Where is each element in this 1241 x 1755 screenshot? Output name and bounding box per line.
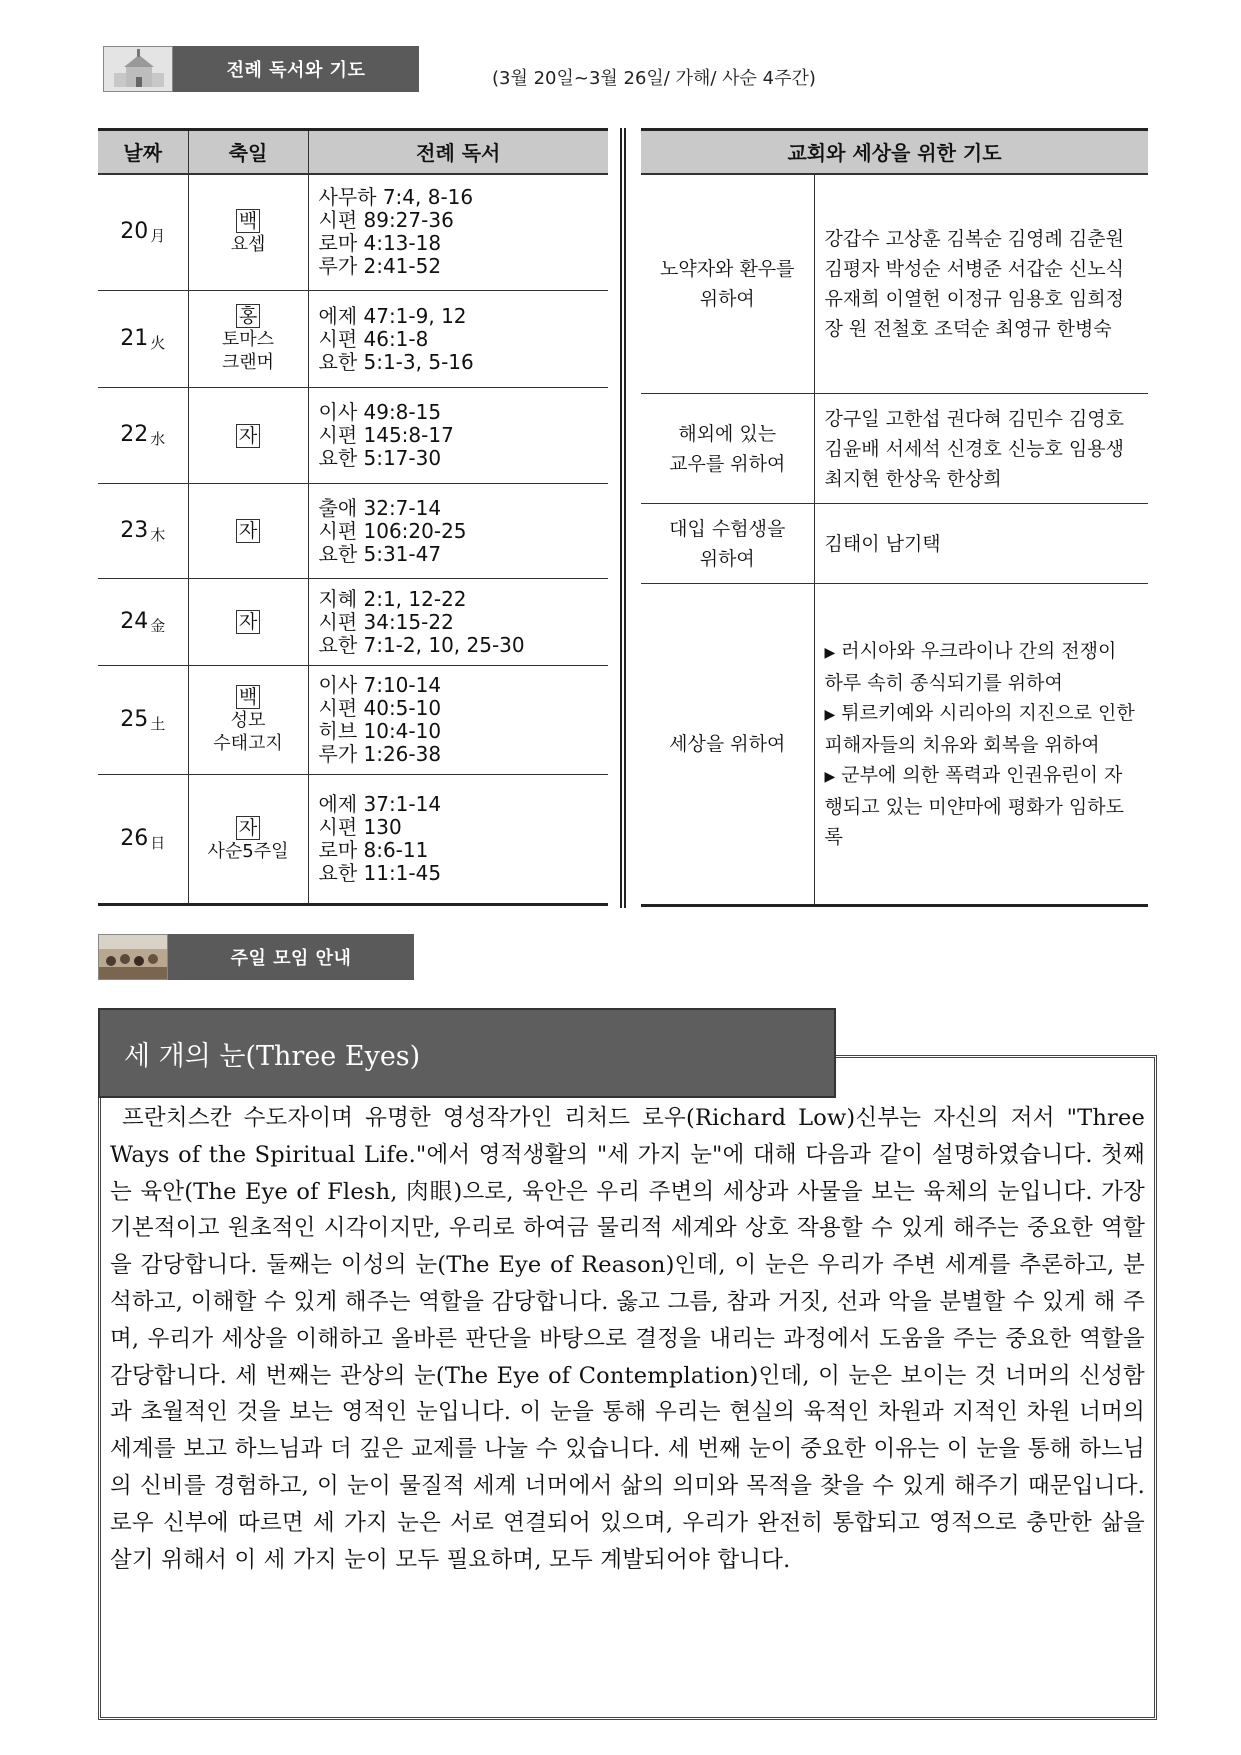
prayer-row [641,394,1148,504]
feast-name: 크랜머 [221,352,275,373]
prayer-names [814,394,1148,504]
readings-cell [308,484,608,579]
section-title: 전례 독서와 기도 [226,60,366,81]
prayer-intention [825,698,1141,760]
category-line: 세상을 위하여 [669,733,786,755]
reading-line: 요한 5:17-30 [318,446,442,470]
prayer-names [814,504,1148,584]
reading-line: 루가 1:26-38 [318,742,442,766]
liturgical-color-badge: 백 [236,209,260,233]
feast-name: 토마스 [221,329,275,350]
prayer-category [641,584,814,906]
reading-row [98,291,608,388]
feast-cell [188,174,308,291]
date-cell [98,579,188,666]
date-cell [98,484,188,579]
day-number: 21 [120,325,149,351]
prayer-intention [825,636,1141,698]
reading-line: 시편 89:27-36 [318,208,454,233]
readings-cell [308,666,608,775]
prayer-category [641,394,814,504]
date-header: 날짜 [98,130,188,174]
sunday-section-header [98,934,414,980]
prayer-header: 교회와 세상을 위한 기도 [641,130,1148,174]
liturgical-color-badge: 자 [236,610,260,634]
date-cell [98,174,188,291]
name-line: 강갑수 고상훈 김복순 김영례 김춘원 [824,227,1124,250]
reading-line: 지혜 2:1, 12-22 [318,586,467,611]
day-number: 20 [120,218,149,244]
name-line: 최지현 한상욱 한상희 [824,467,1002,490]
weekday: 木 [150,525,166,544]
triangle-bullet-icon: ▶ [824,769,836,785]
readings-header-row [98,130,608,174]
date-cell [98,388,188,484]
triangle-bullet-icon: ▶ [824,645,836,661]
feast-name: 수태고지 [213,733,283,754]
name-line: 김윤배 서세석 신경호 신능호 임용생 [824,437,1124,460]
column-divider [620,128,626,908]
reading-line: 시편 130 [318,815,402,839]
reading-row [98,666,608,775]
day-number: 22 [120,422,149,447]
name-line: 김태이 남기택 [824,532,941,555]
reading-line: 출애 32:7-14 [318,495,442,520]
feast-cell [188,666,308,775]
reading-line: 시편 34:15-22 [318,609,454,634]
prayer-header-row [641,130,1148,174]
reading-row [98,775,608,905]
reading-line: 요한 11:1-45 [318,861,442,885]
liturgical-color-badge: 백 [236,685,260,709]
readings-cell [308,579,608,666]
reading-line: 히브 10:4-10 [318,719,442,743]
church-thumbnail-image [103,46,173,92]
feast-cell [188,775,308,905]
weekday: 日 [150,833,166,852]
prayer-category [641,174,814,394]
reading-line: 루가 2:41-52 [318,254,442,279]
reading-line: 에제 47:1-9, 12 [318,303,467,328]
section-title: 주일 모임 안내 [230,948,352,969]
intention-text: 군부에 의한 폭력과 인권유린이 자행되고 있는 미얀마에 평화가 임하도록 [824,764,1124,848]
liturgical-color-badge: 자 [236,519,260,543]
prayer-category [641,504,814,584]
reading-line: 시편 145:8-17 [318,423,454,447]
reading-line: 로마 8:6-11 [318,838,429,862]
readings-cell [308,775,608,905]
feast-cell [188,388,308,484]
liturgical-color-badge: 자 [236,816,260,840]
date-cell [98,291,188,388]
week-subtitle: (3월 20일~3월 26일/ 가해/ 사순 4주간) [492,68,816,89]
gathering-thumbnail-image [98,934,168,980]
reading-line: 시편 40:5-10 [318,696,442,720]
essay-title: 세 개의 눈(Three Eyes) [124,1040,421,1072]
category-line: 노약자와 환우를 [659,257,795,280]
reading-line: 이사 49:8-15 [318,400,442,424]
intention-text: 러시아와 우크라이나 간의 전쟁이 하루 속히 종식되기를 위하여 [824,640,1117,694]
readings-cell [308,388,608,484]
prayer-names [814,584,1148,906]
category-line: 위하여 [699,547,755,570]
prayer-table [641,128,1148,907]
reading-line: 요한 5:31-47 [318,541,442,566]
weekday: 月 [150,226,166,245]
feast-cell [188,579,308,666]
reading-line: 시편 46:1-8 [318,326,429,351]
readings-cell [308,291,608,388]
feast-name: 성모 [230,710,266,731]
category-line: 대입 수험생을 [669,517,786,540]
feast-name: 요셉 [230,233,266,255]
readings-cell [308,174,608,291]
triangle-bullet-icon: ▶ [824,707,836,723]
readings-header: 전례 독서 [308,130,608,174]
prayer-intention [825,760,1141,852]
feast-cell [188,484,308,579]
essay-title-banner [98,1008,836,1098]
day-number: 25 [120,706,149,732]
feast-name: 사순5주일 [207,840,289,862]
prayer-row [641,584,1148,906]
weekday: 土 [150,714,166,733]
category-line: 교우를 위하여 [669,452,786,475]
reading-line: 이사 7:10-14 [318,673,442,697]
liturgical-color-badge: 홍 [236,304,260,328]
name-line: 김평자 박성순 서병준 서갑순 신노식 [824,257,1124,280]
liturgical-color-badge: 자 [236,424,260,448]
weekday: 水 [150,430,166,448]
name-line: 강구일 고한섭 권다혀 김민수 김영호 [824,407,1124,430]
reading-row [98,579,608,666]
feast-header: 축일 [188,130,308,174]
day-number: 26 [120,825,149,851]
category-line: 해외에 있는 [678,422,777,445]
weekday: 火 [150,333,166,352]
readings-table [98,128,608,906]
name-line: 유재희 이열헌 이정규 임용호 임희정 [824,287,1124,310]
reading-line: 로마 4:13-18 [318,231,442,256]
reading-row [98,174,608,291]
name-line: 장 원 전철호 조덕순 최영규 한병숙 [824,317,1112,340]
prayer-row [641,174,1148,394]
reading-line: 사무하 7:4, 8-16 [318,185,474,210]
day-number: 23 [120,517,149,543]
reading-row [98,388,608,484]
reading-row [98,484,608,579]
reading-line: 요한 5:1-3, 5-16 [318,349,474,374]
reading-line: 요한 7:1-2, 10, 25-30 [318,632,525,657]
liturgy-section-header [103,46,419,92]
reading-line: 시편 106:20-25 [318,518,467,543]
prayer-row [641,504,1148,584]
category-line: 위하여 [699,287,755,310]
weekday: 金 [150,616,166,635]
date-cell [98,666,188,775]
day-number: 24 [120,608,149,634]
intention-text: 튀르키예와 시리아의 지진으로 인한 피해자들의 치유와 회복을 위하여 [824,702,1135,756]
prayer-names [814,174,1148,394]
reading-line: 에제 37:1-14 [318,792,442,816]
date-cell [98,775,188,905]
essay-body: 프란치스칸 수도자이며 유명한 영성작가인 리처드 로우(Richard Low)신부는 자신의 저서 "Three Ways of the Spiritual Life."에서 영적생활의 "세 가지 눈"에 대해 다음과 같이 설명하였습니다. 첫째는 육안(The Eye of Flesh, 肉眼)으로, 육안은 우리 주변의 세상과 사물을 보는 육체의 눈입니다. 가장 기본적이고 원초적인 시각이지만, 우리로 하여금 물리적 세계와 상호 작용할 수 있게 해주는 중요한 역할을 감당합니다. 둘째는 이성의 눈(The Eye of Reason)인데, 이 눈은 우리가 주변 세계를 추론하고, 분석하고, 이해할 수 있게 해주는 역할을 감당합니다. 옳고 그름, 참과 거짓, 선과 악을 분별할 수 있게 해 주며, 우리가 세상을 이해하고 올바른 판단을 바탕으로 결정을 내리는 과정에서 도움을 주는 중요한 역할을 감당합니다. 세 번째는 관상의 눈(The Eye of Contemplation)인데, 이 눈은 보이는 것 너머의 신성함과 초월적인 것을 보는 영적인 눈입니다. 이 눈을 통해 우리는 현실의 육적인 차원과 지적인 차원 너머의 세계를 보고 하느님과 더 깊은 교제를 나눌 수 있습니다. 세 번째 눈이 중요한 이유는 이 눈을 통해 하느님의 신비를 경험하고, 이 눈이 물질적 세계 너머에서 삶의 의미와 목적을 찾을 수 있게 해주기 때문입니다. 로우 신부에 따르면 세 가지 눈은 서로 연결되어 있으며, 우리가 완전히 통합되고 영적으로 충만한 삶을 살기 위해서 이 세 가지 눈이 모두 필요하며, 모두 계발되어야 합니다. [110,1105,1145,1573]
feast-cell [188,291,308,388]
